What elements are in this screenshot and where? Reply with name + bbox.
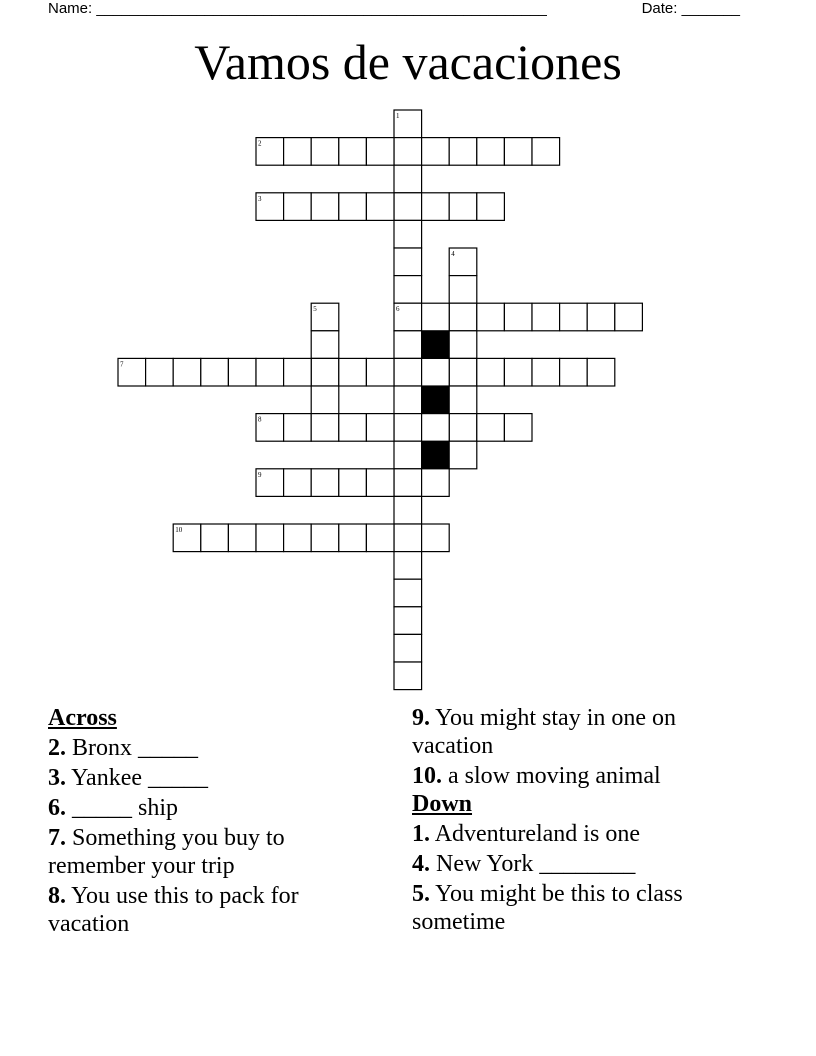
- grid-cell[interactable]: [201, 524, 229, 552]
- down-clue-5: [412, 880, 752, 936]
- cell-number: 10: [175, 526, 183, 534]
- grid-cell[interactable]: [339, 138, 367, 166]
- grid-cell[interactable]: [477, 358, 505, 386]
- across-clue-2: [48, 734, 378, 762]
- grid-cell[interactable]: [449, 386, 477, 414]
- clue-text: You might stay in one on vacation: [412, 705, 677, 759]
- grid-cell[interactable]: [532, 358, 560, 386]
- grid-cell[interactable]: [394, 524, 422, 552]
- clue-text: New York ________: [436, 851, 636, 877]
- grid-cell[interactable]: [394, 634, 422, 662]
- cell-number: 4: [451, 250, 455, 258]
- clue-text: You use this to pack for vacation: [48, 883, 299, 937]
- cell-number: 5: [313, 305, 317, 314]
- grid-cell[interactable]: [394, 138, 422, 166]
- clue-text: _____ ship: [72, 795, 179, 821]
- grid-cell[interactable]: [449, 441, 477, 469]
- grid-cell[interactable]: [284, 193, 312, 221]
- clues-left-column: [48, 704, 378, 938]
- grid-cell[interactable]: [477, 138, 505, 166]
- grid-cell[interactable]: [284, 469, 312, 497]
- grid-cell[interactable]: [422, 524, 450, 552]
- across-clue-8: [48, 882, 378, 938]
- name-field-label: Name: ______________________________________________________: [48, 0, 547, 17]
- grid-cell[interactable]: [284, 138, 312, 166]
- grid-cell[interactable]: [449, 414, 477, 442]
- grid-cell[interactable]: [284, 358, 312, 386]
- grid-cell[interactable]: [394, 220, 422, 248]
- grid-cell[interactable]: [449, 358, 477, 386]
- grid-cell[interactable]: [311, 358, 339, 386]
- grid-cell[interactable]: [339, 469, 367, 497]
- clue-number: 10.: [412, 763, 442, 789]
- page-title: Vamos de vacaciones: [194, 34, 622, 90]
- grid-cell[interactable]: [311, 524, 339, 552]
- grid-cell[interactable]: [394, 552, 422, 580]
- grid-cell[interactable]: [228, 358, 256, 386]
- grid-cell[interactable]: [504, 303, 532, 331]
- grid-cell[interactable]: [394, 358, 422, 386]
- grid-cell[interactable]: [366, 138, 394, 166]
- grid-cell[interactable]: [256, 358, 284, 386]
- grid-cell[interactable]: [422, 414, 450, 442]
- grid-cell[interactable]: [339, 358, 367, 386]
- grid-cell[interactable]: [173, 358, 201, 386]
- clue-text: a slow moving animal: [448, 763, 661, 789]
- across-clue-9: [412, 704, 752, 760]
- grid-cell[interactable]: [284, 524, 312, 552]
- grid-cell[interactable]: [532, 303, 560, 331]
- black-block: [422, 331, 450, 359]
- grid-cell[interactable]: [477, 414, 505, 442]
- grid-cell[interactable]: [339, 524, 367, 552]
- grid-cell[interactable]: [311, 469, 339, 497]
- grid-cell[interactable]: [615, 303, 643, 331]
- grid-cell[interactable]: [366, 524, 394, 552]
- grid-cell[interactable]: [394, 469, 422, 497]
- grid-cell[interactable]: [311, 193, 339, 221]
- grid-cell[interactable]: [394, 165, 422, 193]
- grid-cell[interactable]: [311, 414, 339, 442]
- cell-number: 1: [396, 112, 400, 120]
- grid-cell[interactable]: [477, 303, 505, 331]
- cell-number: 7: [120, 360, 124, 369]
- down-clue-1: [412, 820, 752, 848]
- clue-text: You might be this to class sometime: [412, 881, 683, 935]
- grid-cell[interactable]: [587, 303, 615, 331]
- across-clue-7: [48, 824, 378, 880]
- grid-cell[interactable]: [201, 358, 229, 386]
- clue-number: 6.: [48, 795, 66, 821]
- grid-cell[interactable]: [146, 358, 174, 386]
- grid-cell[interactable]: [311, 331, 339, 359]
- grid-cell[interactable]: [394, 248, 422, 276]
- grid-cell[interactable]: [449, 276, 477, 304]
- grid-cell[interactable]: [449, 303, 477, 331]
- grid-cell[interactable]: [311, 138, 339, 166]
- grid-cell[interactable]: [339, 193, 367, 221]
- clue-text: Something you buy to remember your trip: [48, 825, 285, 879]
- grid-cell[interactable]: [422, 138, 450, 166]
- grid-cell[interactable]: [422, 193, 450, 221]
- clue-text: Adventureland is one: [434, 821, 640, 847]
- black-block: [422, 386, 450, 414]
- grid-cell[interactable]: [394, 276, 422, 304]
- across-clue-6: [48, 794, 378, 822]
- grid-cell[interactable]: [394, 607, 422, 635]
- grid-cell[interactable]: [449, 193, 477, 221]
- cell-number: 3: [258, 194, 262, 203]
- grid-cell[interactable]: [394, 662, 422, 690]
- grid-cell[interactable]: [366, 469, 394, 497]
- across-clue-3: [48, 764, 378, 792]
- clue-number: 8.: [48, 883, 66, 909]
- grid-cell[interactable]: [477, 193, 505, 221]
- grid-cell[interactable]: [449, 331, 477, 359]
- grid-cell[interactable]: [449, 138, 477, 166]
- clue-number: 4.: [412, 851, 430, 877]
- grid-cell[interactable]: [311, 386, 339, 414]
- cell-number: 6: [396, 305, 400, 314]
- grid-cell[interactable]: [504, 414, 532, 442]
- clue-text: Yankee _____: [71, 765, 208, 791]
- grid-cell[interactable]: [560, 358, 588, 386]
- clue-number: 7.: [48, 825, 66, 851]
- grid-cell[interactable]: [422, 358, 450, 386]
- grid-cell[interactable]: [339, 414, 367, 442]
- cell-number: 9: [258, 470, 262, 479]
- grid-cell[interactable]: [366, 358, 394, 386]
- grid-cell[interactable]: [256, 524, 284, 552]
- black-block: [422, 441, 450, 469]
- grid-cell[interactable]: [394, 414, 422, 442]
- grid-cell[interactable]: [394, 441, 422, 469]
- clue-number: 1.: [412, 821, 430, 847]
- grid-cell[interactable]: [422, 303, 450, 331]
- clue-number: 2.: [48, 735, 66, 761]
- clue-text: Bronx _____: [72, 735, 198, 761]
- grid-cell[interactable]: [394, 193, 422, 221]
- clue-number: 9.: [412, 705, 430, 731]
- grid-cell[interactable]: [504, 358, 532, 386]
- grid-cell[interactable]: [394, 331, 422, 359]
- across-heading: Across: [48, 705, 117, 731]
- down-heading: Down: [412, 791, 473, 817]
- clues-right-column: [412, 704, 752, 936]
- grid-cell[interactable]: [284, 414, 312, 442]
- cell-number: 8: [258, 415, 262, 424]
- grid-cell[interactable]: [228, 524, 256, 552]
- clue-number: 3.: [48, 765, 66, 791]
- grid-cell[interactable]: [366, 414, 394, 442]
- grid-cell[interactable]: [587, 358, 615, 386]
- grid-cell[interactable]: [532, 138, 560, 166]
- date-field-label: Date: _______: [641, 0, 740, 17]
- grid-cell[interactable]: [560, 303, 588, 331]
- down-clue-4: [412, 850, 752, 878]
- grid-cell[interactable]: [394, 496, 422, 524]
- grid-cell[interactable]: [394, 579, 422, 607]
- cell-number: 2: [258, 139, 262, 148]
- grid-cell[interactable]: [366, 193, 394, 221]
- grid-cell[interactable]: [422, 469, 450, 497]
- grid-cell[interactable]: [394, 386, 422, 414]
- across-clue-10: [412, 762, 752, 790]
- grid-cell[interactable]: [504, 138, 532, 166]
- clue-number: 5.: [412, 881, 430, 907]
